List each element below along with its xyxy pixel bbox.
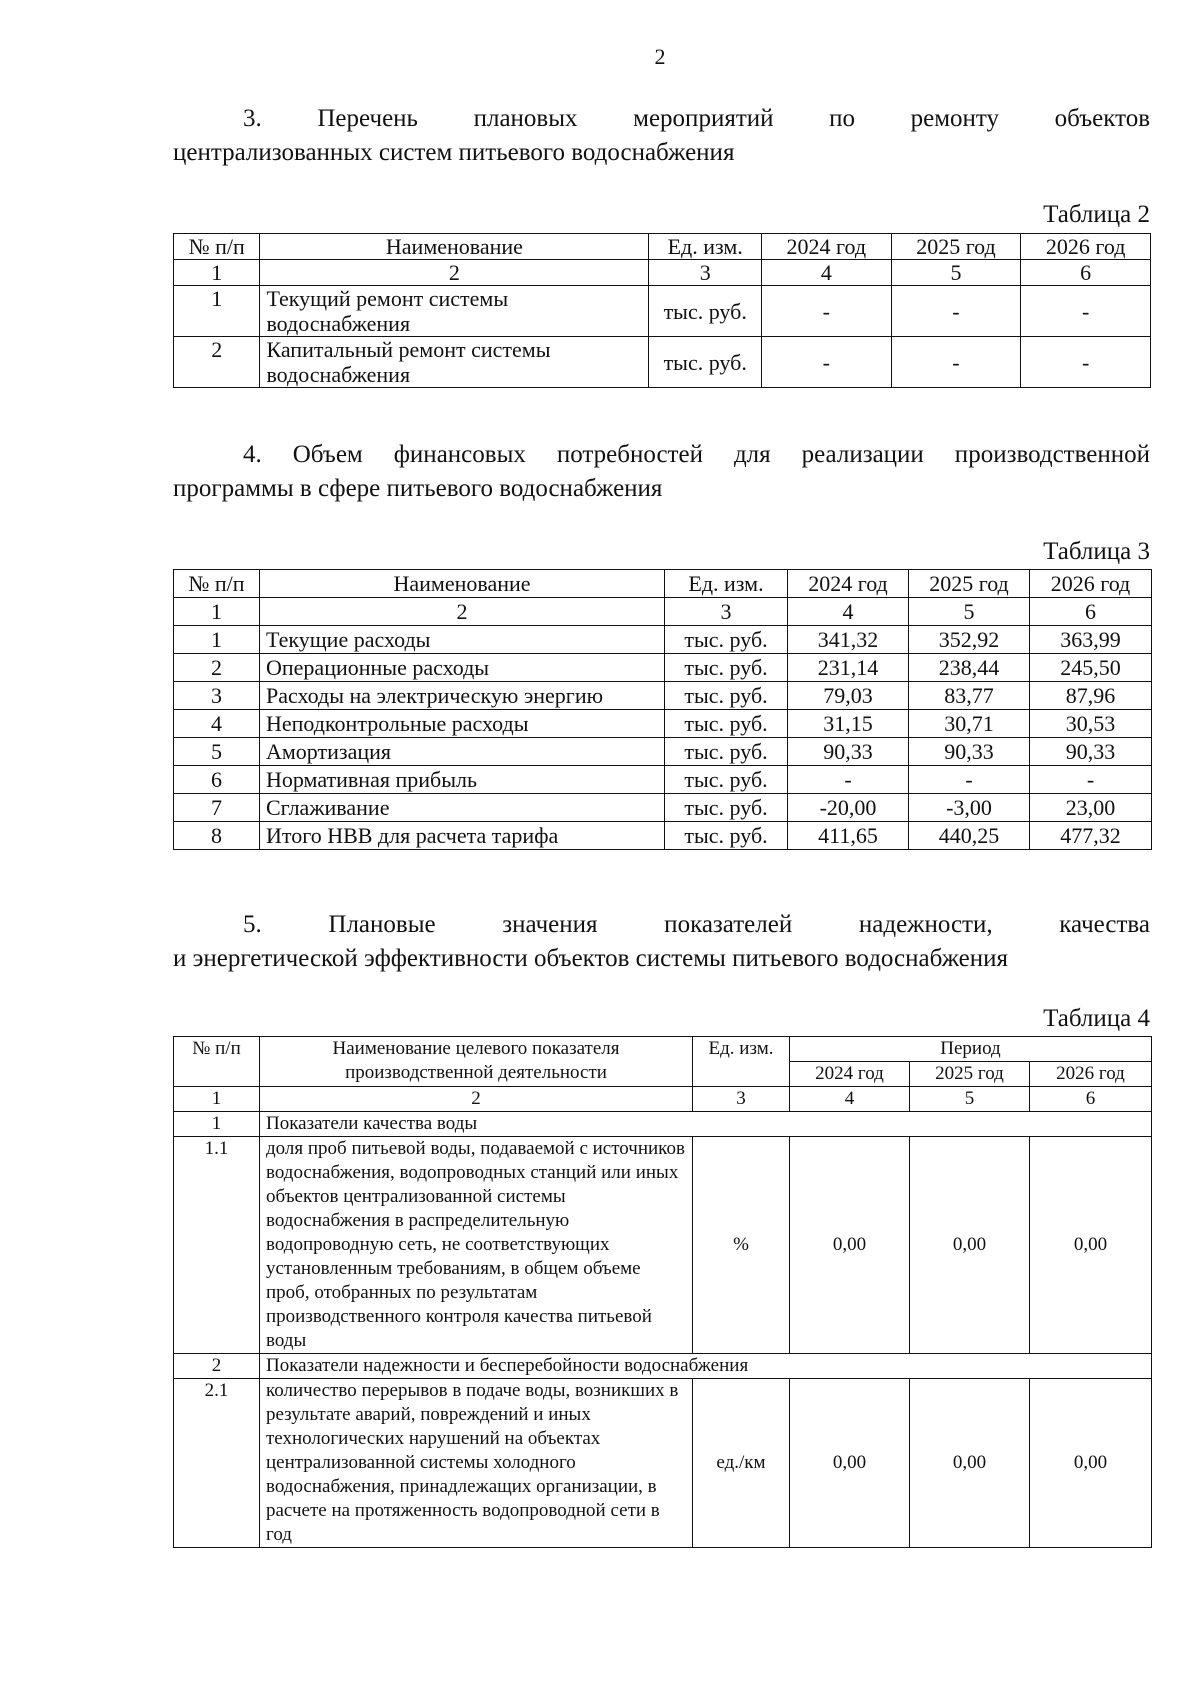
table-row	[174, 1379, 1152, 1548]
row-2026: -	[1021, 337, 1151, 388]
row-unit: тыс. руб.	[665, 626, 788, 654]
row-2025: 352,92	[909, 626, 1030, 654]
row-2026: -	[1021, 286, 1151, 337]
table-row	[174, 626, 1152, 654]
row-2025: -	[891, 337, 1021, 388]
row-name: Неподконтрольные расходы	[260, 710, 665, 738]
table-row	[174, 738, 1152, 766]
row-unit: тыс. руб.	[649, 286, 762, 337]
table2-header-2026: 2026 год	[1021, 234, 1151, 260]
section4-title-line2: программы в сфере питьевого водоснабжения	[173, 475, 663, 502]
table4-header-name: Наименование целевого показателя производственной деятельности	[260, 1037, 693, 1087]
row-2024: 90,33	[788, 738, 909, 766]
row-unit: тыс. руб.	[665, 654, 788, 682]
table2-colnum: 6	[1021, 260, 1151, 286]
table-row	[174, 1137, 1152, 1354]
table3-colnum: 5	[909, 598, 1030, 626]
row-2025: 0,00	[910, 1137, 1030, 1354]
row-2026: -	[1030, 766, 1152, 794]
section5-title-line1: 5. Плановые значения показателей надежности, качества	[243, 911, 1150, 938]
row-2024: 411,65	[788, 822, 909, 850]
section3-title-line2: централизованных систем питьевого водоснабжения	[173, 139, 735, 166]
table2-colnum: 4	[761, 260, 891, 286]
row-2025: 30,71	[909, 710, 1030, 738]
row-name: Текущие расходы	[260, 626, 665, 654]
table4-header-2026: 2026 год	[1030, 1062, 1152, 1087]
table3-header-2026: 2026 год	[1030, 570, 1152, 598]
row-unit: %	[693, 1137, 790, 1354]
row-2025: 238,44	[909, 654, 1030, 682]
row-unit: тыс. руб.	[665, 682, 788, 710]
row-name: Расходы на электрическую энергию	[260, 682, 665, 710]
table2-colnum-row	[174, 260, 1151, 286]
table2-header-2024: 2024 год	[761, 234, 891, 260]
row-2025: 83,77	[909, 682, 1030, 710]
table4-group-row	[174, 1112, 1152, 1137]
group-title: Показатели качества воды	[260, 1112, 1152, 1137]
table3-header-num: № п/п	[174, 570, 260, 598]
row-num: 5	[174, 738, 260, 766]
table4-header-2025: 2025 год	[910, 1062, 1030, 1087]
section3-heading	[173, 102, 1150, 170]
table4-caption: Таблица 4	[1043, 1005, 1150, 1032]
table4-header-2024: 2024 год	[790, 1062, 910, 1087]
table3-header-unit: Ед. изм.	[665, 570, 788, 598]
table3	[173, 569, 1152, 850]
table4-group-row	[174, 1354, 1152, 1379]
group-num: 1	[174, 1112, 260, 1137]
row-unit: тыс. руб.	[665, 822, 788, 850]
row-unit: тыс. руб.	[665, 794, 788, 822]
table4-header-row	[174, 1037, 1152, 1062]
row-unit: тыс. руб.	[665, 738, 788, 766]
row-2025: 0,00	[910, 1379, 1030, 1548]
row-2024: -	[788, 766, 909, 794]
row-name: Амортизация	[260, 738, 665, 766]
row-2025: 90,33	[909, 738, 1030, 766]
table2-caption: Таблица 2	[1043, 201, 1150, 228]
table3-header-2025: 2025 год	[909, 570, 1030, 598]
table3-colnum: 1	[174, 598, 260, 626]
row-2024: 341,32	[788, 626, 909, 654]
table4	[173, 1036, 1152, 1548]
row-2026: 0,00	[1030, 1379, 1152, 1548]
section5-title-line2: и энергетической эффективности объектов системы питьевого водоснабжения	[173, 945, 1009, 972]
row-2025: -3,00	[909, 794, 1030, 822]
table-row	[174, 337, 1151, 388]
table4-colnum: 6	[1030, 1087, 1152, 1112]
group-num: 2	[174, 1354, 260, 1379]
row-2026: 87,96	[1030, 682, 1152, 710]
row-num: 7	[174, 794, 260, 822]
row-2024: 0,00	[790, 1137, 910, 1354]
section4-heading	[173, 438, 1150, 506]
row-name: Операционные расходы	[260, 654, 665, 682]
table4-colnum: 3	[693, 1087, 790, 1112]
row-2024: -	[761, 337, 891, 388]
table-row	[174, 766, 1152, 794]
row-2026: 477,32	[1030, 822, 1152, 850]
row-num: 3	[174, 682, 260, 710]
table-row	[174, 286, 1151, 337]
row-2024: -	[761, 286, 891, 337]
row-2025: -	[891, 286, 1021, 337]
table2-colnum: 5	[891, 260, 1021, 286]
row-2026: 245,50	[1030, 654, 1152, 682]
row-num: 8	[174, 822, 260, 850]
table4-colnum: 5	[910, 1087, 1030, 1112]
table3-colnum: 4	[788, 598, 909, 626]
table3-colnum: 3	[665, 598, 788, 626]
row-name: доля проб питьевой воды, подаваемой с источников водоснабжения, водопроводных станций или иных объектов централизованной системы водоснабжения в распределительную водопроводную сеть, не соответствующих установленным требованиям, в общем объеме проб, отобранных по результатам производственного контроля качества питьевой воды	[260, 1137, 693, 1354]
table2-colnum: 1	[174, 260, 260, 286]
section4-title-line1: 4. Объем финансовых потребностей для реализации производственной	[243, 441, 1150, 468]
row-2024: 79,03	[788, 682, 909, 710]
row-2024: 0,00	[790, 1379, 910, 1548]
table2-header-num: № п/п	[174, 234, 260, 260]
table3-colnum: 2	[260, 598, 665, 626]
table4-colnum: 1	[174, 1087, 260, 1112]
row-unit: тыс. руб.	[649, 337, 762, 388]
table2-colnum: 2	[260, 260, 649, 286]
row-name: Сглаживание	[260, 794, 665, 822]
table-row	[174, 654, 1152, 682]
row-num: 1.1	[174, 1137, 260, 1354]
table2-header-unit: Ед. изм.	[649, 234, 762, 260]
row-2026: 90,33	[1030, 738, 1152, 766]
table2-header-2025: 2025 год	[891, 234, 1021, 260]
row-unit: тыс. руб.	[665, 710, 788, 738]
table3-header-row	[174, 570, 1152, 598]
row-name: Нормативная прибыль	[260, 766, 665, 794]
table-row	[174, 710, 1152, 738]
table2-header-row	[174, 234, 1151, 260]
row-2026: 0,00	[1030, 1137, 1152, 1354]
section5-heading	[173, 908, 1150, 976]
row-2026: 30,53	[1030, 710, 1152, 738]
row-2025: 440,25	[909, 822, 1030, 850]
table2	[173, 233, 1151, 388]
group-title: Показатели надежности и бесперебойности водоснабжения	[260, 1354, 1152, 1379]
section3-title-line1: 3. Перечень плановых мероприятий по ремонту объектов	[243, 105, 1150, 132]
row-name: Текущий ремонт системы водоснабжения	[260, 286, 649, 337]
row-num: 2	[174, 654, 260, 682]
row-name: количество перерывов в подаче воды, возникших в результате аварий, повреждений и иных технологических нарушений на объектах централизованной системы холодного водоснабжения, принадлежащих организации, в расчете на протяженность водопроводной сети в год	[260, 1379, 693, 1548]
table2-colnum: 3	[649, 260, 762, 286]
row-2026: 363,99	[1030, 626, 1152, 654]
table3-caption: Таблица 3	[1043, 538, 1150, 565]
table-row	[174, 794, 1152, 822]
row-2024: 31,15	[788, 710, 909, 738]
row-2024: -20,00	[788, 794, 909, 822]
table3-colnum: 6	[1030, 598, 1152, 626]
row-num: 4	[174, 710, 260, 738]
row-num: 1	[174, 286, 260, 337]
table4-colnum: 4	[790, 1087, 910, 1112]
table3-header-name: Наименование	[260, 570, 665, 598]
row-2024: 231,14	[788, 654, 909, 682]
row-num: 2.1	[174, 1379, 260, 1548]
row-name: Капитальный ремонт системы водоснабжения	[260, 337, 649, 388]
row-2025: -	[909, 766, 1030, 794]
table-row	[174, 682, 1152, 710]
row-unit: тыс. руб.	[665, 766, 788, 794]
row-num: 6	[174, 766, 260, 794]
row-2026: 23,00	[1030, 794, 1152, 822]
table4-colnum: 2	[260, 1087, 693, 1112]
row-num: 1	[174, 626, 260, 654]
table4-header-period: Период	[790, 1037, 1152, 1062]
table3-colnum-row	[174, 598, 1152, 626]
page-number: 2	[654, 44, 666, 69]
row-num: 2	[174, 337, 260, 388]
table2-header-name: Наименование	[260, 234, 649, 260]
table4-header-num: № п/п	[174, 1037, 260, 1087]
table4-colnum-row	[174, 1087, 1152, 1112]
table3-header-2024: 2024 год	[788, 570, 909, 598]
table-row	[174, 822, 1152, 850]
table4-header-unit: Ед. изм.	[693, 1037, 790, 1087]
row-unit: ед./км	[693, 1379, 790, 1548]
row-name: Итого НВВ для расчета тарифа	[260, 822, 665, 850]
